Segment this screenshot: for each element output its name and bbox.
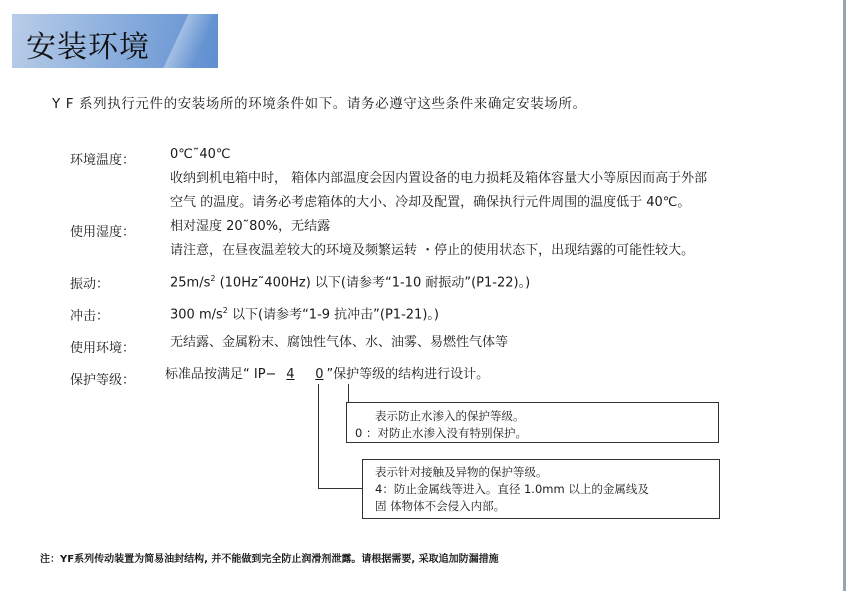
temp-line-1: 0℃˜40℃ [170, 147, 231, 162]
vibration-pre: 25m/s [170, 275, 211, 291]
vibration-sup: 2 [210, 274, 216, 283]
connector-contact-h [318, 488, 362, 489]
footnote: 注：YF系列传动装置为简易油封结构, 并不能做到完全防止润滑剂泄露。请根据需要, 采取追加防漏措施 [40, 554, 499, 565]
contact-line-2: 4：防止金属线等进入。直径 1.0mm 以上的金属线及 [375, 482, 649, 496]
connector-contact-v [318, 384, 319, 489]
water-line-1: 表示防止水渗入的保护等级。 [375, 409, 525, 423]
shock-pre: 300 m/s [170, 307, 223, 323]
water-protection-box [346, 402, 719, 443]
humidity-label: 使用湿度： [70, 225, 136, 240]
contact-line-1: 表示针对接触及异物的保护等级。 [375, 465, 548, 479]
temp-label: 环境温度： [70, 153, 136, 168]
protect-digit-1: 4 [286, 367, 295, 382]
vibration-post: (10Hz˜400Hz) 以下(请参考“1-10 耐振动”(P1-22)。) [215, 275, 531, 291]
temp-line-2: 收纳到机电箱中时， 箱体内部温度会因内置设备的电力损耗及箱体容量大小等原因而高于外部 [170, 171, 708, 186]
shock-post: 以下(请参考“1-9 抗冲击”(P1-21)。) [227, 307, 439, 323]
humidity-line-2: 请注意，在昼夜温差较大的环境及频繁运转 ・停止的使用状态下，出现结露的可能性较大。 [170, 243, 695, 258]
water-line-2: 0 ：对防止水渗入没有特别保护。 [355, 426, 527, 440]
shock-value [170, 299, 439, 327]
page-title: 安装环境 [26, 30, 150, 65]
contact-protection-box [362, 459, 720, 519]
shock-label: 冲击： [70, 309, 110, 324]
vibration-value [170, 267, 530, 295]
vibration-label: 振动： [70, 277, 110, 292]
intro-text: Y F 系列执行元件的安装场所的环境条件如下。请务必遵守这些条件来确定安装场所。 [52, 96, 587, 112]
protect-post: ”保护等级的结构进行设计。 [326, 367, 490, 382]
title-banner [12, 14, 218, 68]
shock-sup: 2 [222, 306, 228, 315]
protect-label: 保护等级： [70, 373, 136, 388]
protect-value [165, 363, 489, 387]
protect-digit-2: 0 [315, 367, 324, 382]
env-value: 无结露、金属粉末、腐蚀性气体、水、油雾、易燃性气体等 [170, 335, 509, 350]
humidity-value [170, 215, 694, 263]
protect-pre: 标准品按满足“ IP− [165, 367, 277, 382]
temp-value [170, 143, 707, 215]
contact-line-3: 固 体物体不会侵入内部。 [375, 499, 506, 513]
temp-line-3: 空气 的温度。请务必考虑箱体的大小、冷却及配置，确保执行元件周围的温度低于 40℃。 [170, 195, 691, 210]
humidity-line-1: 相对湿度 20˜80%，无结露 [170, 219, 331, 234]
env-label: 使用环境： [70, 341, 136, 356]
